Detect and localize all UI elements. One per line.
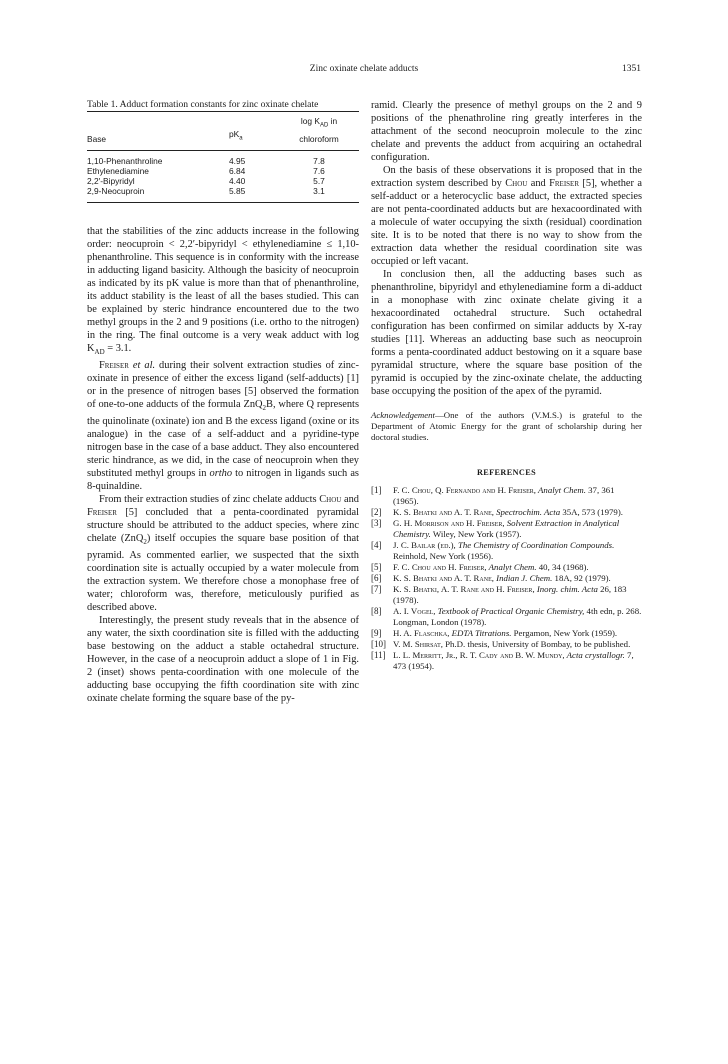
cell-logk: 5.7 bbox=[313, 175, 325, 186]
reference-item: [4] J. C. Bailar (ed.), The Chemistry of Coordination Compounds. Reinhold, New York (1956). bbox=[371, 540, 615, 561]
table-caption: Table 1. Adduct formation constants for zinc oxinate chelate bbox=[87, 99, 319, 110]
table-row bbox=[87, 186, 359, 203]
col-header-base: Base bbox=[87, 112, 229, 151]
cell-base: 2,2′-Bipyridyl bbox=[87, 175, 135, 186]
body-paragraph: Freiser et al. during their solvent extraction studies of zinc-oxinate in presence of either the excess ligand (self-adducts) [1] or in the presence of nitrogen bases [5] observed the formation of one-to-one adducts of the formula ZnQ$_2$B, where Q represents the quinolinate (oxinate) ion and B the excess ligand (oxine or its analogue) in the case of a self-adduct and a pyridine-type nitrogen base in the case of a base adduct. They also encountered steric hindrance, as we did, in the case of neocuproin when they substituted methyl groups in ortho to nitrogen in ligands such as 8-quinaldine. bbox=[87, 359, 359, 492]
reference-item: [2] K. S. Bhatki and A. T. Rane, Spectrochim. Acta 35A, 573 (1979). bbox=[371, 507, 623, 517]
running-head bbox=[0, 64, 728, 78]
adduct-constants-table bbox=[87, 111, 359, 203]
body-paragraph: that the stabilities of the zinc adducts increase in the following order: neocuproin < 2,2′-bipyridyl < ethylenediamine ≤ 1,10-phenanthroline. This sequence is in conformity with the increase in adducting ligand basicity. Although the basicity of neocuproin as indicated by its pK value is more than that of phenanthroline, its adduct stability is the least of all the bases studied. This can be explained by steric hindrance encountered due to the two methyl groups in the 2 and 9 positions (i.e. ortho to the nitrogen) in the ring. The final outcome is a very weak adduct with $\log K_{AD} = 3.1$. bbox=[87, 225, 359, 356]
cell-pka: 6.84 bbox=[229, 165, 246, 176]
table-row bbox=[87, 176, 359, 186]
cell-pka: 4.40 bbox=[229, 175, 246, 186]
body-paragraph: ramid. Clearly the presence of methyl groups on the 2 and 9 positions of the phenathroline ring greatly interferes in the attachment of the second neocuproin molecule to the zinc chelate and prevents the adduct from acquiring an octahedral configuration. bbox=[371, 100, 642, 163]
reference-item: [8] A. I. Vogel, Textbook of Practical Organic Chemistry, 4th edn, p. 268. Longman, London (1978). bbox=[371, 606, 642, 627]
table-row bbox=[87, 166, 359, 176]
cell-pka: 5.85 bbox=[229, 186, 279, 203]
cell-pka: 4.95 bbox=[229, 155, 246, 166]
reference-item: [10] V. M. Shirsat, Ph.D. thesis, University of Bombay, to be published. bbox=[371, 639, 631, 649]
cell-logk: 7.6 bbox=[313, 165, 325, 176]
cell-base: 1,10-Phenanthroline bbox=[87, 155, 163, 166]
reference-item: [7] K. S. Bhatki, A. T. Rane and H. Freiser, Inorg. chim. Acta 26, 183 (1978). bbox=[371, 584, 627, 605]
table-row bbox=[87, 150, 359, 166]
body-paragraph: In conclusion then, all the adducting bases such as phenanthroline, bipyridyl and ethylenediamine form a di-adduct in a monophase with zinc oxinate chelate giving it a hexacoordinated octahedral structure. Such octahedral configuration has been confirmed on similar adducts by X-ray studies [11]. Whereas an adducting base such as neocuproin forms a penta-coordinated adduct bestowing on it a square base pyramidal structure, where the square base position of the pyramid is occupied by the zinc-oxinate chelate, the adducting base occupying the position of the apex of the pyramid. bbox=[371, 269, 642, 397]
body-paragraph: On the basis of these observations it is proposed that in the extraction system described by Chou and Freiser [5], whether a self-adduct or a heterocyclic base adduct, the extracted species are not penta-coordinated adducts but are hexacoordinated with a molecule of water occupying the sixth (residual) coordination site. It is to be noted that there is no way to show from the extraction data whether the residual coordination site was occupied or left vacant. bbox=[371, 165, 642, 267]
reference-item: [5] F. C. Chou and H. Freiser, Analyt Chem. 40, 34 (1968). bbox=[371, 562, 589, 572]
table-header-row bbox=[87, 112, 359, 151]
col-header-logk: $\log K_{AD}$ in chloroform bbox=[279, 112, 359, 151]
reference-item: [3] G. H. Morrison and H. Freiser, Solvent Extraction in Analytical Chemistry. Wiley, New York (1957). bbox=[371, 518, 620, 539]
reference-item: [6] K. S. Bhatki and A. T. Rane, Indian J. Chem. 18A, 92 (1979). bbox=[371, 573, 611, 583]
cell-base: 2,9-Neocuproin bbox=[87, 186, 229, 203]
reference-item: [1] F. C. Chou, Q. Fernando and H. Freiser, Analyt Chem. 37, 361 (1965). bbox=[371, 485, 615, 506]
body-paragraph: Interestingly, the present study reveals that in the absence of any water, the sixth coordination site is filled with the adducting base bestowing on the adduct a stable octahedral structure. However, in the case of a neocuproin adduct a slope of 1 in Fig. 2 (inset) shows penta-coordination with one molecule of the adducting base occupying the fifth coordination site with zinc oxinate chelate forming the square base of the py- bbox=[87, 614, 359, 704]
cell-logk: 3.1 bbox=[279, 186, 359, 203]
references-list bbox=[371, 485, 642, 672]
cell-logk: 7.8 bbox=[313, 155, 325, 166]
acknowledgement: Acknowledgement—One of the authors (V.M.S.) is grateful to the Department of Atomic Energy for the grant of scholarship during her doctoral studies. bbox=[371, 410, 642, 442]
reference-item: [9] H. A. Flaschka, EDTA Titrations. Pergamon, New York (1959). bbox=[371, 628, 618, 638]
acknowledgement-heading: Acknowledgement bbox=[371, 410, 435, 420]
running-title: Zinc oxinate chelate adducts bbox=[309, 64, 419, 74]
body-paragraph: From their extraction studies of zinc chelate adducts Chou and Freiser [5] concluded that a penta-coordinated pyramidal structure should be attributed to the adduct species, where zinc chelate (ZnQ$_2$) itself occupies the square base position of that pyramid. As commented earlier, we suspected that the sixth coordination site is actually occupied by a water molecule from the extraction system. We therefore chose a monophase free of water; chloroform was, therefore, meticulously purified as described above. bbox=[87, 493, 359, 613]
right-column bbox=[371, 99, 642, 672]
page-number: 1351 bbox=[622, 64, 641, 74]
col-header-pka: $pK_a$ bbox=[229, 112, 279, 151]
references-heading: REFERENCES bbox=[476, 468, 537, 477]
reference-item: [11] L. L. Merritt, Jr., R. T. Cady and B. W. Mundy, Acta crystallogr. 7, 473 (1954). bbox=[371, 650, 634, 671]
left-column bbox=[87, 99, 359, 705]
cell-base: Ethylenediamine bbox=[87, 165, 149, 176]
